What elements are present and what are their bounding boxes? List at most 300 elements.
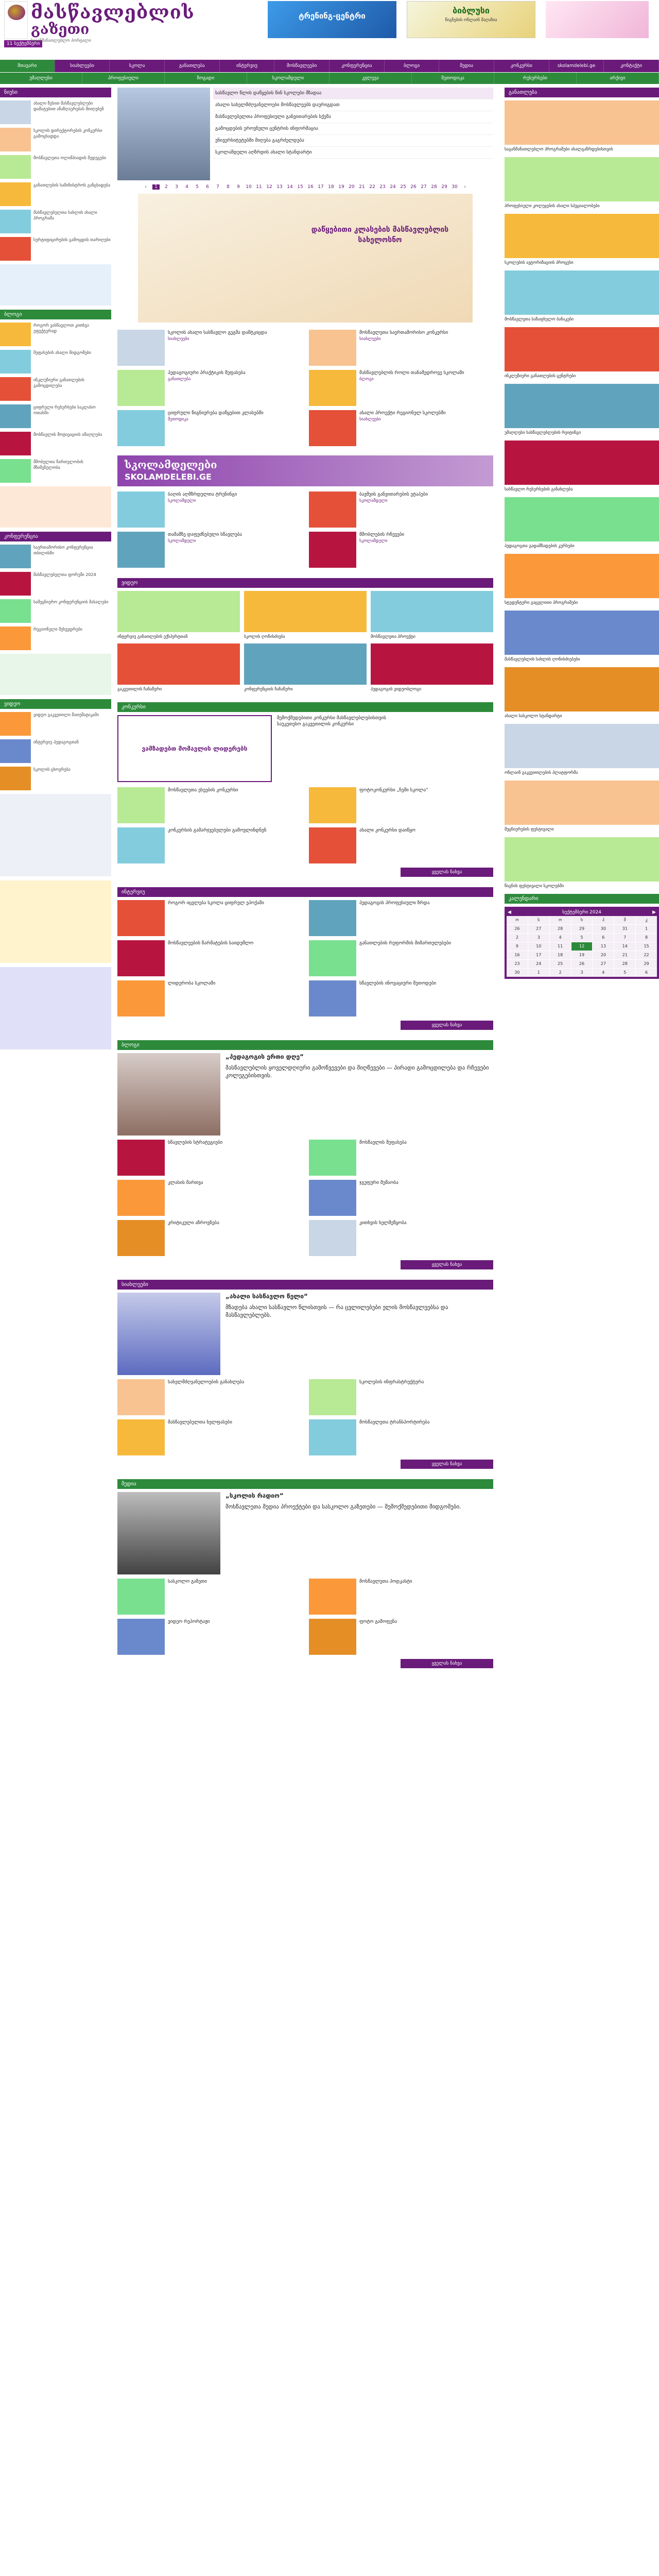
subnav-item[interactable]: მეთოდიკა: [412, 73, 494, 84]
big-ad-banner[interactable]: [138, 194, 473, 323]
right-item-image[interactable]: [505, 270, 659, 315]
news-card-title[interactable]: სწავლების სტრატეგიები: [168, 1140, 223, 1145]
left-list-item[interactable]: [0, 182, 111, 206]
nav-item[interactable]: კონტაქტი: [604, 60, 659, 72]
news-card-title[interactable]: როგორ იცვლება სკოლა ციფრულ ეპოქაში: [168, 901, 264, 906]
section5-feature-title[interactable]: „სკოლის რადიო“: [226, 1492, 284, 1499]
right-item-image[interactable]: [505, 554, 659, 598]
nav-item[interactable]: განათლება: [165, 60, 220, 72]
news-card-title[interactable]: სკოლების ინფრასტრუქტურა: [359, 1380, 424, 1385]
pager-page[interactable]: 2: [165, 184, 168, 190]
hero-list-item[interactable]: სასწავლო წლის დაწყების წინ სკოლები მზადაა: [213, 88, 493, 99]
news-card-category[interactable]: სკოლამდელი: [359, 498, 388, 503]
left-block-title-conference[interactable]: კონფერენცია: [0, 532, 111, 541]
left-list-item[interactable]: [0, 432, 111, 455]
right-list-item[interactable]: [505, 157, 659, 209]
calendar-day[interactable]: 24: [528, 960, 549, 968]
news-card-image[interactable]: [309, 1140, 356, 1176]
news-card[interactable]: [117, 492, 302, 528]
calendar-day[interactable]: 27: [528, 925, 549, 933]
calendar-day[interactable]: 21: [614, 951, 635, 959]
news-card[interactable]: [117, 980, 302, 1016]
left-item-image[interactable]: [0, 128, 31, 151]
calendar-day[interactable]: 29: [636, 960, 657, 968]
news-card[interactable]: [309, 787, 493, 823]
section5-more-button[interactable]: ყველას ნახვა: [401, 1659, 493, 1668]
section4-feature-image[interactable]: [117, 1293, 220, 1375]
left-item-title[interactable]: მოსწავლეთა ოლიმპიადის შედეგები: [33, 156, 107, 160]
news-card[interactable]: [117, 940, 302, 976]
left-item-image[interactable]: [0, 323, 31, 346]
left-item-image[interactable]: [0, 432, 31, 455]
left-item-title[interactable]: როგორ ვასწავლოთ კითხვა ეფექტურად: [33, 323, 89, 333]
right-item-caption[interactable]: სკოლების ავტორიზაციის პროცესი: [505, 260, 574, 265]
left-item-image[interactable]: [0, 100, 31, 124]
news-card[interactable]: [309, 532, 493, 568]
news-card-image[interactable]: [117, 940, 165, 976]
news-card-title[interactable]: ვიდეო რეპორტაჟი: [168, 1619, 210, 1624]
right-block-title[interactable]: განათლება: [505, 88, 659, 97]
left-list-item[interactable]: [0, 404, 111, 428]
news-card-title[interactable]: სკოლის ახალი სასწავლო გეგმა დამტკიცდა: [168, 330, 267, 335]
left-list-item[interactable]: [0, 350, 111, 374]
video-thumbnail[interactable]: [371, 643, 493, 685]
hero-image[interactable]: [117, 88, 210, 180]
news-card-title[interactable]: მოსწავლეთა პოდკასტი: [359, 1579, 412, 1584]
left-list-item[interactable]: [0, 128, 111, 151]
news-card-image[interactable]: [117, 980, 165, 1016]
calendar-day[interactable]: 9: [507, 942, 528, 951]
section4-feature[interactable]: [117, 1293, 493, 1375]
pager-page[interactable]: 30: [452, 184, 458, 190]
right-item-caption[interactable]: ონლაინ გაკვეთილების პლატფორმა: [505, 770, 578, 775]
video-caption[interactable]: კონფერენციის ჩანაწერი: [244, 687, 293, 691]
left-item-title[interactable]: განათლების სამინისტროს განცხადება: [33, 183, 111, 188]
contest-block-title[interactable]: კონკურსი: [117, 702, 493, 712]
right-item-caption[interactable]: მასწავლებლის სახლის ღონისძიებები: [505, 657, 580, 662]
left-item-title[interactable]: მასწავლებელთა ფორუმი 2024: [33, 572, 96, 577]
news-card[interactable]: [309, 1180, 493, 1216]
calendar-day[interactable]: 20: [593, 951, 614, 959]
news-card[interactable]: [309, 1140, 493, 1176]
pager-page[interactable]: 18: [328, 184, 334, 190]
news-card[interactable]: [117, 1379, 302, 1415]
news-card-title[interactable]: ბავშვის განვითარების ეტაპები: [359, 492, 428, 497]
news-card-title[interactable]: პედაგოგიური პრაქტიკის შეფასება: [168, 370, 246, 376]
video-thumbnail[interactable]: [244, 643, 367, 685]
news-card-image[interactable]: [309, 1579, 356, 1615]
left-block-title-news[interactable]: ნიუსი: [0, 88, 111, 97]
pager-page[interactable]: 19: [338, 184, 344, 190]
video-thumbnail[interactable]: [244, 591, 367, 632]
right-item-caption[interactable]: წიგნის ფესტივალი სკოლებში: [505, 884, 564, 888]
left-item-title[interactable]: მასწავლებელთა სახლის ახალი პროგრამა: [33, 210, 97, 221]
pager-page[interactable]: 12: [266, 184, 272, 190]
skolamdelebi-banner[interactable]: [117, 455, 493, 486]
calendar-day[interactable]: 14: [614, 942, 635, 951]
left-item-title[interactable]: სკოლის დირექტორების კონკურსი გამოცხადდა: [33, 128, 102, 139]
right-list-item[interactable]: [505, 270, 659, 322]
left-item-image[interactable]: [0, 545, 31, 568]
news-card-title[interactable]: მოსწავლეთა საერთაშორისო კონკურსი: [359, 330, 448, 335]
video-caption[interactable]: პედაგოგის ვიდეობლოგი: [371, 687, 422, 691]
right-item-caption[interactable]: მოსწავლეთა საზაფხულო ბანაკები: [505, 317, 574, 321]
news-card-title[interactable]: კლასის მართვა: [168, 1180, 203, 1185]
left-item-image[interactable]: [0, 377, 31, 401]
nav-item[interactable]: ბლოგი: [385, 60, 440, 72]
pager-page[interactable]: 24: [390, 184, 396, 190]
video-card[interactable]: [371, 643, 493, 692]
left-ad-6[interactable]: [0, 967, 111, 1049]
news-card-category[interactable]: სიახლეები: [359, 336, 381, 341]
left-item-image[interactable]: [0, 626, 31, 650]
calendar-day[interactable]: 23: [507, 960, 528, 968]
right-list-item[interactable]: [505, 100, 659, 152]
calendar-day[interactable]: 27: [593, 960, 614, 968]
calendar-day[interactable]: 25: [550, 960, 571, 968]
news-card-image[interactable]: [117, 900, 165, 936]
left-ad-3[interactable]: [0, 654, 111, 695]
news-card-image[interactable]: [309, 1180, 356, 1216]
news-card-title[interactable]: კონკურსის გამარჯვებულები გამოვლინდნენ: [168, 828, 267, 833]
news-card-image[interactable]: [117, 532, 165, 568]
pager-page[interactable]: 17: [318, 184, 324, 190]
news-card-image[interactable]: [117, 1180, 165, 1216]
news-card-image[interactable]: [309, 900, 356, 936]
news-card-image[interactable]: [309, 1419, 356, 1455]
video-thumbnail[interactable]: [371, 591, 493, 632]
left-block-title-video[interactable]: ვიდეო: [0, 699, 111, 709]
nav-item[interactable]: მოსწავლეები: [274, 60, 330, 72]
video-thumbnail[interactable]: [117, 591, 240, 632]
news-card[interactable]: [309, 1619, 493, 1655]
blog-block-title[interactable]: ბლოგი: [117, 1040, 493, 1050]
calendar-day[interactable]: 8: [636, 934, 657, 942]
news-card-image[interactable]: [309, 1379, 356, 1415]
news-card[interactable]: [117, 827, 302, 863]
left-ad-1[interactable]: [0, 264, 111, 306]
pager-page[interactable]: 14: [287, 184, 293, 190]
nav-item[interactable]: მედია: [439, 60, 494, 72]
right-list-item[interactable]: [505, 384, 659, 435]
calendar-day[interactable]: 19: [571, 951, 593, 959]
calendar-day[interactable]: 6: [593, 934, 614, 942]
contest-more-button[interactable]: ყველას ნახვა: [401, 868, 493, 877]
subnav-item[interactable]: კვლევა: [330, 73, 412, 84]
left-item-image[interactable]: [0, 599, 31, 623]
news-card[interactable]: [309, 1379, 493, 1415]
calendar-day[interactable]: 1: [528, 969, 549, 977]
news-card-category[interactable]: სკოლამდელი: [359, 538, 388, 543]
right-item-image[interactable]: [505, 724, 659, 768]
news-card[interactable]: [117, 1579, 302, 1615]
news-card-image[interactable]: [117, 787, 165, 823]
news-card-image[interactable]: [309, 980, 356, 1016]
right-item-image[interactable]: [505, 384, 659, 428]
header-banner-biblus[interactable]: [407, 1, 535, 38]
pager-page[interactable]: 23: [379, 184, 386, 190]
news-card-title[interactable]: ციფრული წიგნიერება დაწყებით კლასებში: [168, 411, 264, 416]
news-card[interactable]: [117, 410, 302, 446]
pager-page[interactable]: 25: [400, 184, 406, 190]
news-card[interactable]: [117, 1419, 302, 1455]
pager-page[interactable]: 15: [297, 184, 303, 190]
video-caption[interactable]: გაკვეთილის ჩანაწერი: [117, 687, 162, 691]
hero-list-item[interactable]: უნივერსიტეტებში მიღება გაგრძელდება: [213, 135, 493, 147]
subnav-item[interactable]: პროფესიული: [82, 73, 165, 84]
news-card[interactable]: [309, 1220, 493, 1256]
news-card-title[interactable]: ახალი კონკურსი დაიწყო: [359, 828, 415, 833]
calendar-day[interactable]: 11: [550, 942, 571, 951]
pager-page[interactable]: 11: [256, 184, 262, 190]
subnav-item[interactable]: უმაღლესი: [0, 73, 82, 84]
pager-page[interactable]: 13: [276, 184, 283, 190]
calendar-next-icon[interactable]: ▶: [652, 910, 656, 915]
left-list-item[interactable]: [0, 459, 111, 483]
left-item-image[interactable]: [0, 712, 31, 736]
calendar-day[interactable]: 4: [550, 934, 571, 942]
right-item-caption[interactable]: საგანმანათლებლო პროგრამები ახალგაზრდებისთვის: [505, 147, 613, 151]
right-list-item[interactable]: [505, 667, 659, 719]
right-list-item[interactable]: [505, 440, 659, 492]
blog-feature-image[interactable]: [117, 1053, 220, 1136]
right-item-image[interactable]: [505, 214, 659, 258]
left-list-item[interactable]: [0, 323, 111, 346]
news-card[interactable]: [117, 1619, 302, 1655]
news-card-image[interactable]: [117, 1220, 165, 1256]
news-card-title[interactable]: ბაღის აღმზრდელთა ტრენინგი: [168, 492, 237, 497]
hero-list-item[interactable]: სკოლამდელი აღზრდის ახალი სტანდარტი: [213, 147, 493, 159]
calendar-day[interactable]: 30: [593, 925, 614, 933]
pager-page[interactable]: 27: [421, 184, 427, 190]
news-card-image[interactable]: [117, 330, 165, 366]
pager-next-icon[interactable]: ›: [464, 184, 466, 190]
calendar-prev-icon[interactable]: ◀: [508, 910, 511, 915]
right-item-image[interactable]: [505, 667, 659, 711]
video-block-title[interactable]: ვიდეო: [117, 578, 493, 588]
right-item-image[interactable]: [505, 157, 659, 201]
calendar-day[interactable]: 22: [636, 951, 657, 959]
video-card[interactable]: [117, 643, 240, 692]
video-caption[interactable]: სკოლის ღონისძიება: [244, 634, 285, 639]
news-card-image[interactable]: [309, 1220, 356, 1256]
pager-page[interactable]: 22: [369, 184, 375, 190]
news-card-image[interactable]: [117, 1140, 165, 1176]
header-banner-small[interactable]: [546, 1, 649, 38]
left-item-title[interactable]: მოსწავლის მოტივაციის ამაღლება: [33, 432, 102, 437]
right-item-image[interactable]: [505, 837, 659, 882]
news-card[interactable]: [117, 370, 302, 406]
pager-page[interactable]: 5: [196, 184, 199, 190]
left-list-item[interactable]: [0, 100, 111, 124]
news-card[interactable]: [309, 1579, 493, 1615]
logo-title-2[interactable]: გაზეთი: [31, 21, 90, 38]
calendar-day[interactable]: 2: [550, 969, 571, 977]
news-card[interactable]: [309, 980, 493, 1016]
left-item-title[interactable]: ვიდეო გაკვეთილი მათემატიკაში: [33, 713, 99, 717]
subnav-item[interactable]: სკოლამდელი: [247, 73, 330, 84]
left-item-title[interactable]: რეგიონული შეხვედრები: [33, 627, 82, 632]
news-card-image[interactable]: [117, 1579, 165, 1615]
news-card-title[interactable]: მასწავლებელთა ხელფასები: [168, 1420, 232, 1425]
right-list-item[interactable]: [505, 214, 659, 265]
news-card-category[interactable]: სიახლეები: [359, 417, 381, 421]
news-card-image[interactable]: [309, 1619, 356, 1655]
news-card-image[interactable]: [117, 1379, 165, 1415]
video-caption[interactable]: ინტერვიუ განათლების ექსპერტთან: [117, 634, 188, 639]
hero-list-item[interactable]: გამოცდების ეროვნული ცენტრის ინფორმაცია: [213, 123, 493, 135]
video-thumbnail[interactable]: [117, 643, 240, 685]
news-card[interactable]: [309, 1419, 493, 1455]
contest-list-item[interactable]: შემოქმედებითი კონკურსი მასწავლებლებისთვის: [277, 716, 386, 721]
left-list-item[interactable]: [0, 712, 111, 736]
blog-feature[interactable]: [117, 1053, 493, 1136]
calendar-day[interactable]: 7: [614, 934, 635, 942]
news-card[interactable]: [117, 787, 302, 823]
left-item-image[interactable]: [0, 210, 31, 233]
section4-feature-title[interactable]: „ახალი სასწავლო წელი“: [226, 1293, 308, 1300]
news-card[interactable]: [309, 827, 493, 863]
news-card-category[interactable]: სიახლეები: [168, 336, 189, 341]
left-item-title[interactable]: სამეცნიერო კონფერენციის მასალები: [33, 600, 109, 604]
news-card-image[interactable]: [117, 1419, 165, 1455]
news-card[interactable]: [309, 940, 493, 976]
calendar-day[interactable]: 3: [528, 934, 549, 942]
pager-prev-icon[interactable]: ‹: [145, 184, 147, 190]
calendar-day[interactable]: 4: [593, 969, 614, 977]
logo-title[interactable]: მასწავლებლის: [31, 2, 195, 23]
pager-page[interactable]: 29: [441, 184, 447, 190]
site-logo[interactable]: [4, 1, 28, 39]
nav-item[interactable]: კონკურსი: [494, 60, 549, 72]
right-list-item[interactable]: [505, 554, 659, 605]
calendar-day[interactable]: 10: [528, 942, 549, 951]
right-list-item[interactable]: [505, 781, 659, 832]
section5-feature[interactable]: [117, 1492, 493, 1574]
subnav-item[interactable]: ზოგადი: [165, 73, 247, 84]
left-list-item[interactable]: [0, 626, 111, 650]
news-card-title[interactable]: კრიტიკული აზროვნება: [168, 1221, 219, 1226]
pager-page[interactable]: 20: [349, 184, 355, 190]
news-card-image[interactable]: [309, 492, 356, 528]
news-card-title[interactable]: ფოტოკონკურსი „ჩემი სკოლა“: [359, 788, 428, 793]
calendar-day[interactable]: 13: [593, 942, 614, 951]
header-banner-training[interactable]: [268, 1, 396, 38]
news-card-title[interactable]: განათლების რეფორმის მიმართულებები: [359, 941, 452, 946]
right-list-item[interactable]: [505, 327, 659, 379]
right-item-image[interactable]: [505, 100, 659, 145]
left-item-title[interactable]: მშობელთა ჩართულობის მნიშვნელობა: [33, 460, 83, 470]
section5-block-title[interactable]: მედია: [117, 1479, 493, 1489]
left-item-image[interactable]: [0, 350, 31, 374]
calendar-day[interactable]: 6: [636, 969, 657, 977]
calendar-day[interactable]: 15: [636, 942, 657, 951]
calendar-day[interactable]: 5: [571, 934, 593, 942]
news-card[interactable]: [117, 900, 302, 936]
news-card-image[interactable]: [117, 492, 165, 528]
section5-feature-image[interactable]: [117, 1492, 220, 1574]
calendar-day[interactable]: 1: [636, 925, 657, 933]
right-item-image[interactable]: [505, 611, 659, 655]
left-item-title[interactable]: სერტიფიცირების გამოცდის თარიღები: [33, 238, 111, 242]
news-card-title[interactable]: ახალი პროექტი რეგიონულ სკოლებში: [359, 411, 446, 416]
video-caption[interactable]: მოსწავლეთა პროექტი: [371, 634, 415, 639]
left-item-title[interactable]: ახალი წესით მასწავლებლები დამატებით ანაზღაურებას მიიღებენ: [33, 101, 104, 111]
news-card-title[interactable]: სწავლების ინოვაციური მეთოდები: [359, 981, 437, 986]
calendar-day[interactable]: 29: [571, 925, 593, 933]
right-item-caption[interactable]: მეცნიერების ფესტივალი: [505, 827, 554, 832]
calendar-day[interactable]: 16: [507, 951, 528, 959]
pager-page[interactable]: 9: [237, 184, 240, 190]
left-item-title[interactable]: შეფასების ახალი მიდგომები: [33, 350, 91, 355]
right-list-item[interactable]: [505, 497, 659, 549]
news-card-image[interactable]: [117, 1619, 165, 1655]
news-card-image[interactable]: [309, 940, 356, 976]
pager-page[interactable]: 21: [359, 184, 365, 190]
calendar-day[interactable]: 26: [571, 960, 593, 968]
video-card[interactable]: [371, 591, 493, 639]
left-item-title[interactable]: სკოლის ცხოვრება: [33, 767, 71, 772]
news-card[interactable]: [117, 1180, 302, 1216]
news-card-title[interactable]: კითხვის ხელშეწყობა: [359, 1221, 407, 1226]
pager-page[interactable]: 1: [152, 184, 160, 190]
news-card-image[interactable]: [309, 787, 356, 823]
news-card-title[interactable]: სახელმძღვანელოების განახლება: [168, 1380, 245, 1385]
right-item-caption[interactable]: ახალი სასკოლო სტანდარტი: [505, 714, 562, 718]
news-card[interactable]: [309, 492, 493, 528]
pager-page[interactable]: 8: [227, 184, 230, 190]
calendar-day[interactable]: 5: [614, 969, 635, 977]
calendar-day[interactable]: 31: [614, 925, 635, 933]
calendar-day[interactable]: 12: [571, 942, 593, 951]
calendar-day[interactable]: 17: [528, 951, 549, 959]
interview-block-title[interactable]: ინტერვიუ: [117, 887, 493, 897]
news-card-title[interactable]: მოსწავლეთა ესეების კონკურსი: [168, 788, 238, 793]
right-item-caption[interactable]: პროფესიული კოლეჯების ახალი სპეციალობები: [505, 204, 600, 208]
subnav-item[interactable]: არქივი: [577, 73, 659, 84]
pager-page[interactable]: 16: [307, 184, 314, 190]
contest-list-item[interactable]: საუკეთესო გაკვეთილის კონკურსი: [277, 722, 354, 727]
subnav-item[interactable]: რესურსები: [494, 73, 577, 84]
left-list-item[interactable]: [0, 210, 111, 233]
nav-item[interactable]: skolamdelebi.ge: [549, 60, 604, 72]
left-item-image[interactable]: [0, 404, 31, 428]
right-list-item[interactable]: [505, 611, 659, 662]
calendar-day[interactable]: 28: [614, 960, 635, 968]
right-item-caption[interactable]: სტუდენტური გაცვლითი პროგრამები: [505, 600, 578, 605]
news-card-title[interactable]: მშობლების რჩევები: [359, 532, 405, 537]
left-item-image[interactable]: [0, 739, 31, 763]
news-card-title[interactable]: პედაგოგის პროფესიული ზრდა: [359, 901, 430, 906]
news-card[interactable]: [117, 1140, 302, 1176]
right-item-caption[interactable]: ინკლუზიური განათლების ცენტრები: [505, 374, 576, 378]
hero-list-item[interactable]: ახალი სახელმძღვანელოები მოსწავლეებს დაურიგდათ: [213, 99, 493, 111]
left-list-item[interactable]: [0, 599, 111, 623]
news-card-image[interactable]: [309, 370, 356, 406]
left-list-item[interactable]: [0, 767, 111, 790]
news-card-image[interactable]: [117, 410, 165, 446]
news-card-image[interactable]: [309, 532, 356, 568]
calendar-day[interactable]: 30: [507, 969, 528, 977]
video-card[interactable]: [244, 591, 367, 639]
news-card[interactable]: [117, 330, 302, 366]
news-card-title[interactable]: მოსწავლეთა ტრანსპორტირება: [359, 1420, 430, 1425]
left-item-image[interactable]: [0, 155, 31, 179]
left-item-title[interactable]: ინტერვიუ პედაგოგთან: [33, 740, 79, 744]
news-card[interactable]: [117, 532, 302, 568]
left-item-title[interactable]: ინკლუზიური განათლების გამოცდილება: [33, 378, 84, 388]
pager-page[interactable]: 3: [175, 184, 178, 190]
